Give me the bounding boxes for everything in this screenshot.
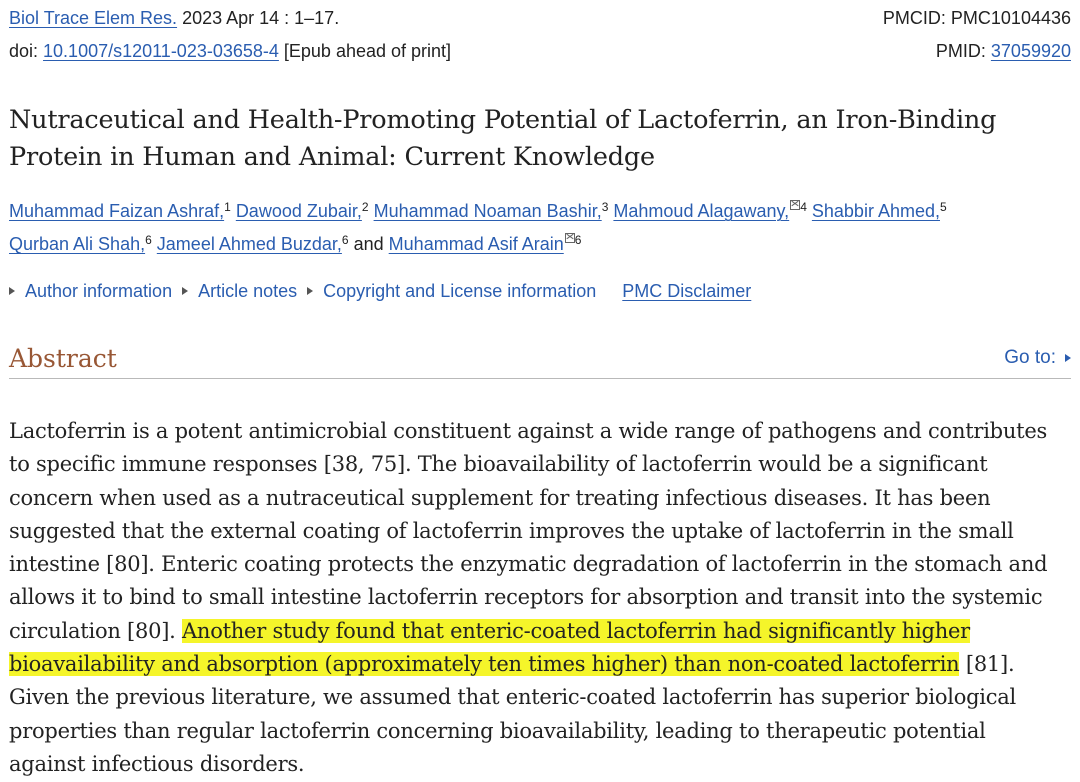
author-link[interactable]: Jameel Ahmed Buzdar, — [156, 234, 342, 254]
pmcid: PMCID: PMC10104436 — [882, 8, 1071, 28]
author-affiliation[interactable]: 1 — [224, 200, 231, 214]
abstract-header — [9, 342, 1071, 379]
author-link[interactable]: Muhammad Asif Arain — [388, 234, 564, 254]
abstract-text-part: [81]. Given the previous literature, we assumed that enteric-coated lactoferrin has superior biological properties than regular lactoferrin concerning bioavailability, leading to therapeutic potential against infectious disorders. — [9, 652, 1016, 776]
author-link[interactable]: Mahmoud Alagawany, — [613, 201, 790, 221]
doi-left — [9, 40, 451, 62]
author-list — [9, 195, 1070, 261]
highlighted-sentence: Another study found that enteric-coated lactoferrin had significantly higher bioavailability and absorption (approximately ten times higher) than non-coated lactoferrin — [9, 618, 970, 677]
article-info-nav — [9, 280, 751, 302]
triangle-right-icon — [1065, 354, 1071, 362]
author-affiliation[interactable]: 6 — [341, 233, 349, 247]
pmc-disclaimer-link[interactable]: PMC Disclaimer — [622, 281, 752, 301]
journal-link[interactable]: Biol Trace Elem Res. — [9, 8, 178, 28]
author-affiliation[interactable]: 4 — [800, 200, 807, 214]
abstract-text — [9, 415, 1066, 781]
doi-row — [9, 40, 1071, 62]
author-affiliation[interactable]: 6 — [145, 233, 152, 247]
citation-date: 2023 Apr 14 : 1–17. — [177, 8, 340, 28]
author-link[interactable]: Qurban Ali Shah, — [9, 234, 146, 254]
author-affiliation[interactable]: 2 — [361, 200, 369, 214]
author-affiliation[interactable]: 5 — [939, 200, 947, 214]
author-information-toggle[interactable] — [9, 280, 172, 302]
author-affiliation[interactable]: 3 — [601, 200, 609, 214]
abstract-heading: Abstract — [9, 344, 117, 373]
author-link[interactable]: Shabbir Ahmed, — [811, 201, 940, 221]
abstract-text-part: Lactoferrin is a potent antimicrobial constituent against a wide range of pathogens and contributes to specific immune responses [38, 75]. The bioavailability of lactoferrin would be a significant concern when used as a nutraceutical supplement for treating infectious diseases. It has been suggested that the external coating of lactoferrin improves the uptake of lactoferrin in the small intestine [80]. Enteric coating protects the enzymatic degradation of lactoferrin in the stomach and allows it to bind to small intestine lactoferrin receptors for absorption and transit into the systemic circulation [80]. — [9, 419, 1048, 643]
article-notes-toggle[interactable] — [182, 280, 297, 302]
triangle-right-icon — [307, 287, 313, 295]
pmid-link[interactable]: 37059920 — [990, 41, 1071, 61]
authors-and: and — [353, 234, 384, 254]
doi-link[interactable]: 10.1007/s12011-023-03658-4 — [43, 41, 279, 61]
epub-note: [Epub ahead of print] — [278, 41, 452, 61]
author-link[interactable]: Dawood Zubair, — [235, 201, 362, 221]
goto-menu[interactable] — [1004, 347, 1071, 369]
author-information-label: Author information — [25, 281, 173, 301]
triangle-right-icon — [9, 287, 15, 295]
article-notes-label: Article notes — [198, 281, 298, 301]
citation-left — [9, 7, 339, 29]
pmid-label: PMID: — [935, 41, 991, 61]
citation-row — [9, 7, 1071, 29]
author-link[interactable]: Muhammad Noaman Bashir, — [373, 201, 602, 221]
author-affiliation[interactable]: 6 — [574, 233, 582, 247]
copyright-toggle[interactable] — [307, 280, 596, 302]
triangle-right-icon — [182, 287, 188, 295]
copyright-label: Copyright and License information — [323, 281, 597, 301]
doi-label: doi: — [9, 41, 44, 61]
envelope-icon[interactable] — [565, 233, 575, 243]
author-link[interactable]: Muhammad Faizan Ashraf, — [9, 201, 225, 221]
goto-label: Go to: — [1004, 347, 1056, 368]
pmid — [936, 40, 1071, 62]
article-title: Nutraceutical and Health-Promoting Potential of Lactoferrin, an Iron-Binding Protein in Human and Animal: Current Knowledge — [9, 105, 997, 172]
envelope-icon[interactable] — [790, 200, 800, 210]
